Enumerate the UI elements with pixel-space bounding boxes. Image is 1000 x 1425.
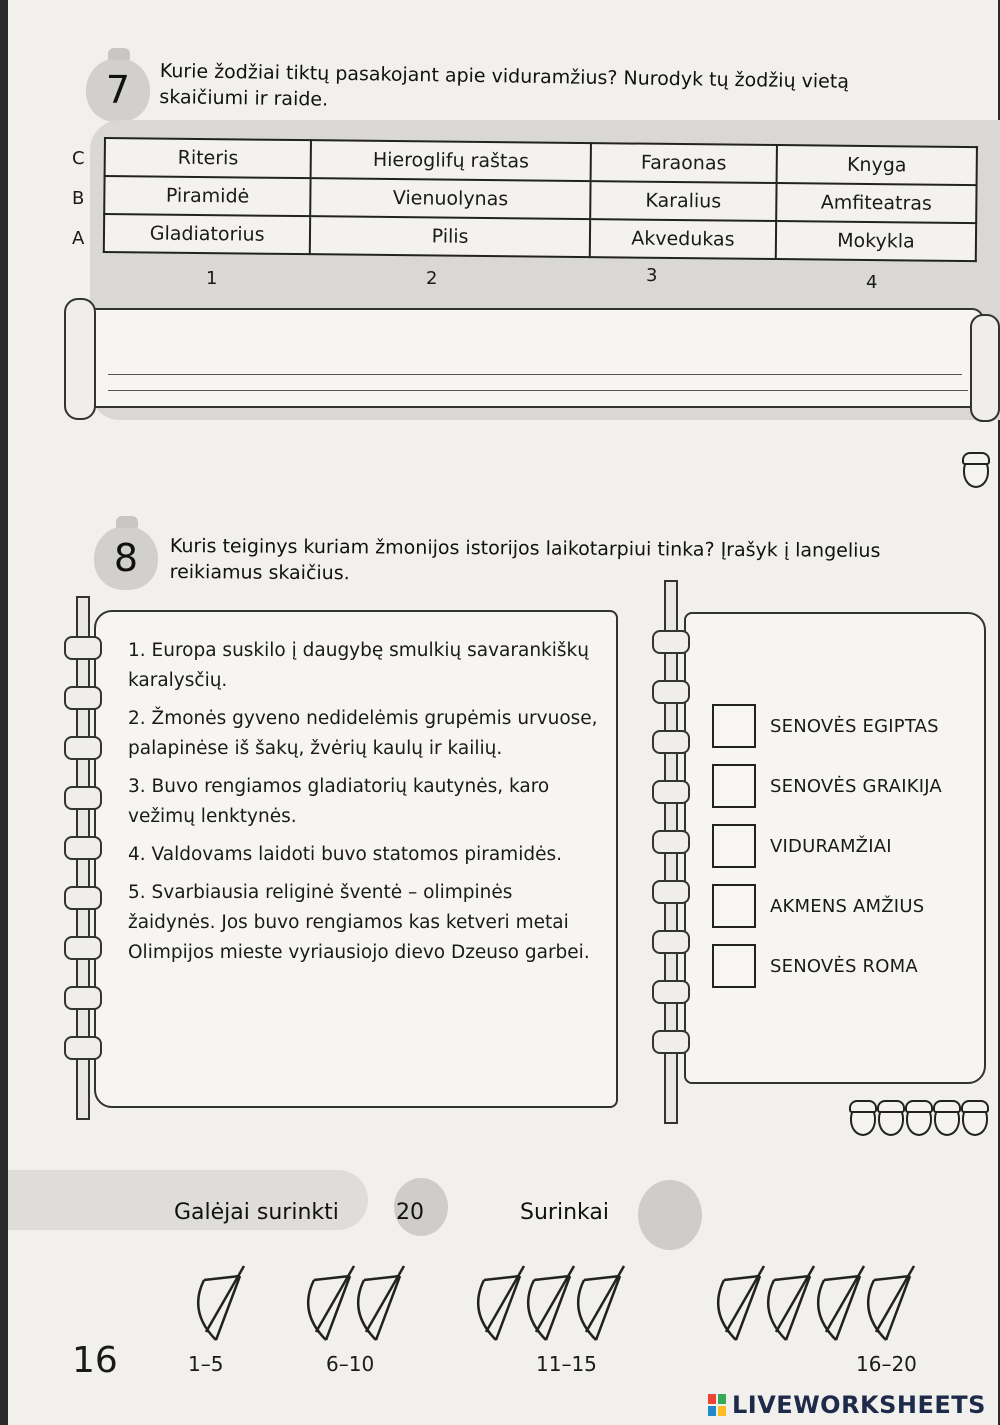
page-number: 16 (72, 1340, 118, 1381)
task7-instruction-line2: skaičiumi ir raide. (159, 85, 329, 111)
table-cell: Knyga (777, 145, 977, 185)
spiral-coil (64, 986, 102, 1010)
task7-word-table (103, 137, 978, 262)
spiral-coil (64, 736, 102, 760)
bow-icon (868, 1266, 914, 1340)
bow-icon (308, 1266, 354, 1340)
table-cell: Faraonas (590, 143, 777, 183)
period-label: SENOVĖS ROMA (770, 955, 918, 977)
spiral-binding-right (652, 580, 692, 1120)
collected-label: Surinkai (520, 1200, 609, 1225)
task7-answer-input[interactable] (108, 342, 962, 375)
task7-number-badge: 7 (86, 58, 150, 122)
acorn-icon (934, 1104, 960, 1136)
scroll-roll-right (970, 314, 1000, 422)
acorn-icon (962, 1104, 988, 1136)
could-collect-label: Galėjai surinkti (174, 1200, 339, 1225)
spiral-binding-left (64, 596, 104, 1116)
table-cell: Hieroglifų raštas (311, 140, 591, 181)
col-label-1: 1 (206, 268, 218, 289)
range-label: 6–10 (326, 1352, 375, 1376)
task7-answer-line (108, 390, 968, 391)
task8-instruction (170, 533, 881, 590)
spiral-coil (64, 636, 102, 660)
spiral-coil (652, 880, 690, 904)
spiral-coil (652, 630, 690, 654)
worksheet-page (8, 0, 998, 1425)
spiral-coil (64, 936, 102, 960)
acorn-icon (850, 1104, 876, 1136)
bow-icon (198, 1266, 244, 1340)
period-row (712, 944, 918, 988)
spiral-coil (652, 780, 690, 804)
answer-box-graikija[interactable] (712, 764, 756, 808)
period-label: VIDURAMŽIAI (770, 835, 892, 857)
list-item: 3. Buvo rengiamos gladiatorių kautynės, karo vežimų lenktynės. (128, 776, 550, 827)
table-row (104, 214, 976, 261)
range-label: 16–20 (856, 1352, 917, 1376)
table-cell: Pilis (310, 216, 590, 257)
period-row (712, 824, 892, 868)
watermark: LIVEWORKSHEETS (732, 1391, 986, 1419)
table-cell: Gladiatorius (104, 214, 311, 254)
range-label: 11–15 (536, 1352, 597, 1376)
answer-box-roma[interactable] (712, 944, 756, 988)
could-collect-value: 20 (396, 1200, 424, 1225)
list-item: 4. Valdovams laidoti buvo statomos piramidės. (128, 844, 562, 865)
spiral-coil (64, 836, 102, 860)
answer-box-egiptas[interactable] (712, 704, 756, 748)
row-label-c: C (72, 148, 85, 169)
liveworksheets-logo-icon (708, 1394, 726, 1416)
period-label: SENOVĖS EGIPTAS (770, 715, 939, 737)
acorn-icon (638, 1180, 702, 1250)
spiral-coil (652, 730, 690, 754)
spiral-coil (652, 980, 690, 1004)
task8-instruction-line2: reikiamus skaičius. (169, 560, 350, 585)
range-label: 1–5 (188, 1352, 224, 1376)
period-row (712, 704, 939, 748)
bow-icon (528, 1266, 574, 1340)
task7-instruction-line1: Kurie žodžiai tiktų pasakojant apie viduramžius? Nurodyk tų žodžių vietą (159, 59, 850, 93)
acorn-icon (878, 1104, 904, 1136)
list-item: 2. Žmonės gyveno nedidelėmis grupėmis urvuose, palapinėse iš šakų, žvėrių kaulų ir kailių. (128, 708, 598, 759)
acorn-icon (963, 456, 989, 488)
statements-list (128, 636, 598, 976)
spiral-coil (652, 1030, 690, 1054)
spiral-coil (64, 686, 102, 710)
task8-number-badge: 8 (94, 526, 158, 590)
table-cell: Amfiteatras (776, 183, 976, 223)
table-cell: Piramidė (104, 176, 311, 216)
bows-illustration (188, 1262, 968, 1352)
list-item: 1. Europa suskilo į daugybę smulkių savarankiškų karalysčių. (128, 640, 589, 691)
spiral-coil (652, 830, 690, 854)
bow-icon (818, 1266, 864, 1340)
col-label-3: 3 (646, 265, 658, 286)
scroll-roll-left (64, 298, 96, 420)
period-row (712, 764, 942, 808)
answer-box-akmens-amzius[interactable] (712, 884, 756, 928)
period-label: AKMENS AMŽIUS (770, 895, 925, 917)
row-label-a: A (72, 228, 85, 249)
spiral-coil (64, 1036, 102, 1060)
spiral-coil (652, 680, 690, 704)
table-cell: Akvedukas (590, 219, 777, 259)
acorn-icon (906, 1104, 932, 1136)
period-row (712, 884, 924, 928)
row-label-b: B (72, 188, 85, 209)
spiral-coil (652, 930, 690, 954)
period-label: SENOVĖS GRAIKIJA (770, 775, 942, 797)
table-cell: Riteris (105, 138, 312, 178)
task7-instruction (159, 58, 849, 121)
bow-icon (578, 1266, 624, 1340)
bow-icon (768, 1266, 814, 1340)
spiral-coil (64, 886, 102, 910)
task8-instruction-line1: Kuris teiginys kuriam žmonijos istorijos laikotarpiui tinka? Įrašyk į langelius (169, 534, 881, 562)
col-label-4: 4 (866, 272, 878, 293)
list-item: 5. Svarbiausia religinė šventė – olimpinės žaidynės. Jos buvo rengiamos kas ketveri metai Olimpijos mieste vyriausiojo dievo Dzeuso garbei. (128, 882, 590, 963)
answer-box-viduramziai[interactable] (712, 824, 756, 868)
bow-icon (718, 1266, 764, 1340)
table-cell: Karalius (590, 181, 777, 221)
bow-icon (358, 1266, 404, 1340)
table-cell: Vienuolynas (311, 178, 591, 219)
spiral-coil (64, 786, 102, 810)
bow-icon (478, 1266, 524, 1340)
table-cell: Mokykla (776, 221, 976, 261)
col-label-2: 2 (426, 268, 438, 289)
